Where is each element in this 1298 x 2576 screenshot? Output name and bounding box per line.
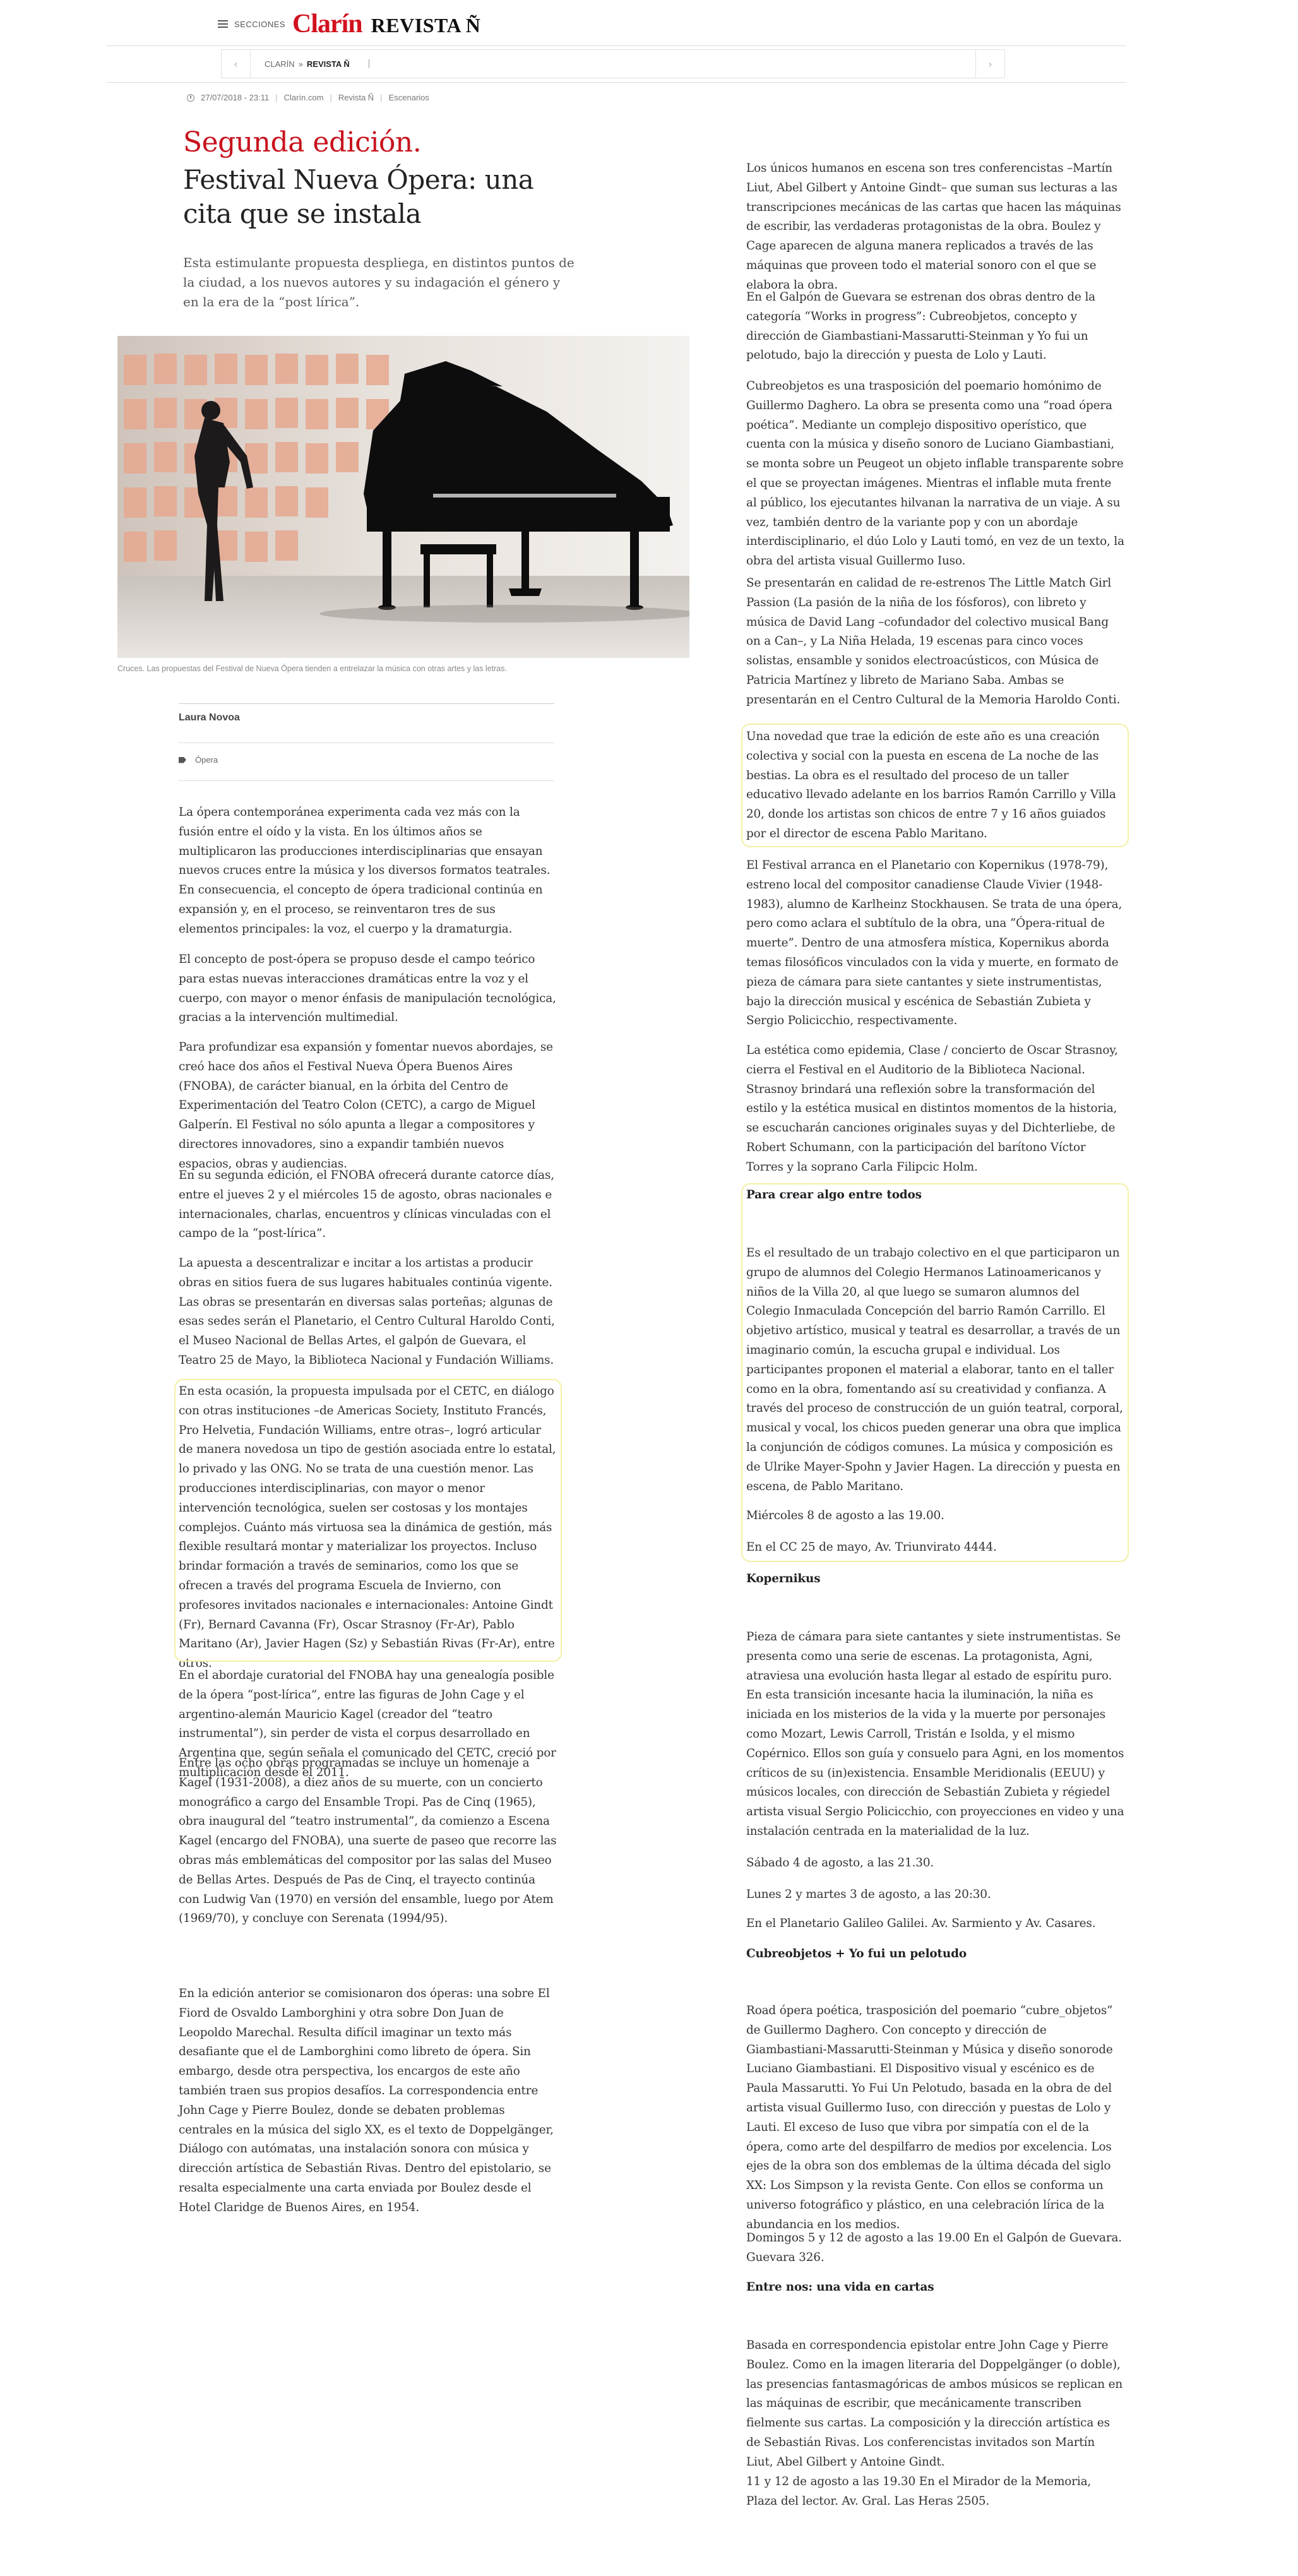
paragraph: Domingos 5 y 12 de agosto a las 19.00 En el Galpón de Guevara. Guevara 326. <box>746 2231 1122 2264</box>
subheading-text: Cubreobjetos + Yo fui un pelotudo <box>746 1947 967 1960</box>
paragraph: Miércoles 8 de agosto a las 19.00. <box>746 1509 944 1522</box>
article-photo[interactable] <box>117 336 689 658</box>
prev-arrow-icon[interactable]: ‹ <box>222 50 251 78</box>
subheading-text: Entre nos: una vida en cartas <box>746 2281 934 2294</box>
next-arrow-icon[interactable]: › <box>975 50 1004 78</box>
paragraph: Los únicos humanos en escena son tres conferencistas –Martín Liut, Abel Gilbert y Antoine Gindt– que suman sus lecturas a las transcripciones mecánicas de las cartas que hacen las máquinas de escribir, las verdaderas protagonistas de la obra. Boulez y Cage aparecen de alguna manera replicados a través de las máquinas que proveen todo el material sonoro con el que se elabora la obra. <box>746 162 1121 292</box>
site-logo[interactable] <box>292 9 480 39</box>
paragraph: En esta ocasión, la propuesta impulsada por el CETC, en diálogo con otras instituciones –de Americas Society, Instituto Francés, Pro Helvetia, Fundación Williams, entre otras–, logró articular de manera novedosa un tipo de gestión asociada entre lo estatal, lo privado y las ONG. No se trata de una cuestión menor. Las producciones interdisciplinarias, con mayor o menor intervención tecnológica, suelen ser costosas y los montajes complejos. Cuánto más virtuosa sea la dinámica de gestión, más flexible resultará montar y materializar los proyectos. Incluso brindar formación a través de seminarios, como los que se ofrecen a través del programa Escuela de Invierno, con profesores invitados nacionales e internacionales: Antoine Gindt (Fr), Bernard Cavanna (Fr), Oscar Strasnoy (Fr-Ar), Pablo Maritano (Ar), Javier Hagen (Sz) y Sebastián Rivas (Fr-Ar), entre otros. <box>179 1385 556 1671</box>
subheading <box>746 1945 1125 1964</box>
publish-date: 27/07/2018 - 23:11 <box>201 93 270 102</box>
breadcrumb-section[interactable]: REVISTA Ñ <box>306 59 350 69</box>
article-title: Festival Nueva Ópera: una cita que se instala <box>183 164 534 229</box>
paragraph: Sábado 4 de agosto, a las 21.30. <box>746 1856 934 1869</box>
logo-section: REVISTA Ñ <box>371 14 481 37</box>
hamburger-icon <box>218 20 228 28</box>
paragraph: Lunes 2 y martes 3 de agosto, a las 20:30. <box>746 1888 991 1901</box>
sections-menu-button[interactable] <box>218 16 285 32</box>
paragraph: Road ópera poética, trasposición del poemario “cubre_objetos” de Guillermo Daghero. Con concepto y dirección de Giambastiani-Massarutti-Steinman y Música y diseño sonorode Luciano Giambastiani. El Dispositivo visual y escénico es de Paula Massarutti. Yo Fui Un Pelotudo, basada en la obra de del artista visual Guillermo Iuso, con dirección y puestas de Lolo y Lauti. El exceso de Iuso que vibra por simpatía con el de la ópera, como arte del despilfarro de medios por excelencia. Los ejes de la obra son dos emblemas de la última década del siglo XX: Los Simpson y la revista Gente. Con ellos se conforma un universo fotográfico y plástico, en una celebración lírica de la abundancia en los medios. <box>746 2004 1113 2231</box>
nav-divider <box>106 82 1126 83</box>
tag-icon <box>179 757 186 763</box>
subheading-text: Para crear algo entre todos <box>746 1188 922 1202</box>
top-bar <box>0 0 1298 45</box>
clock-icon <box>187 94 194 102</box>
paragraph: En el CC 25 de mayo, Av. Triunvirato 4444. <box>746 1541 997 1554</box>
paragraph: En el abordaje curatorial del FNOBA hay una genealogía posible de la ópera “post-lírica”, entre las figuras de John Cage y el argentino-alemán Mauricio Kagel (creador del “teatro instrumental”), sin perder de vista el corpus desarrollado en Argentina que, según señala el comunicado del CETC, creció por multiplicación desde el 2011. <box>179 1669 556 1779</box>
logo-brand: Clarín <box>292 9 362 39</box>
paragraph: En la edición anterior se comisionaron dos óperas: una sobre El Fiord de Osvaldo Lamborghini y otra sobre Don Juan de Leopoldo Marechal. Resulta difícil imaginar un texto más desafiante que el de Lamborghini como libreto de ópera. Sin embargo, desde otra perspectiva, los encargos de este año también traen sus propios desafíos. La correspondencia entre John Cage y Pierre Boulez, donde se debaten problemas centrales en la música del siglo XX, es el texto de Doppelgänger, Diálogo con autómatas, una instalación sonora con música y dirección artística de Sebastián Rivas. Dentro del epistolario, se resalta especialmente una carta enviada por Boulez desde el Hotel Claridge de Buenos Aires, en 1954. <box>179 1987 554 2214</box>
subheading-text: Kopernikus <box>746 1572 821 1585</box>
breadcrumb <box>251 59 369 69</box>
byline-divider-bottom <box>179 780 554 781</box>
paragraph: La apuesta a descentralizar e incitar a los artistas a producir obras en sitios fuera de sus lugares habituales continúa vigente. Las obras se presentarán en diversas salas porteñas; algunas de esas sedes serán el Planetario, el Centro Cultural Haroldo Conti, el Museo Nacional de Bellas Artes, el galpón de Guevara, el Teatro 25 de Mayo, la Biblioteca Nacional y Fundación Williams. <box>179 1256 555 1367</box>
meta-source[interactable]: Clarín.com <box>283 93 324 102</box>
byline-divider-mid <box>179 742 554 743</box>
paragraph: Basada en correspondencia epistolar entre John Cage y Pierre Boulez. Como en la imagen literaria del Doppelgänger (o doble), las presencias fantasmagóricas de ambos músicos se replican en las máquinas de escribir, que mecánicamente transcriben fielmente sus cartas. La composición y la dirección artística es de Sebastián Rivas. Los conferencistas invitados son Martín Liut, Abel Gilbert y Antoine Gindt. <box>746 2339 1123 2469</box>
paragraph: En su segunda edición, el FNOBA ofrecerá durante catorce días, entre el jueves 2 y el miércoles 15 de agosto, obras nacionales e internacionales, charlas, encuentros y clínicas vinculadas con el campo de la “post-lírica”. <box>179 1169 554 1241</box>
paragraph: 11 y 12 de agosto a las 19.30 En el Mirador de la Memoria, Plaza del lector. Av. Gral. Las Heras 2505. <box>746 2475 1092 2508</box>
article-meta: 27/07/2018 - 23:11 | Clarín.com | Revista Ñ | Escenarios <box>187 93 429 102</box>
tag-label: Ópera <box>195 755 218 765</box>
byline-divider-top <box>179 703 554 704</box>
author-name[interactable]: Laura Novoa <box>179 712 240 723</box>
header-divider <box>106 45 1126 46</box>
sections-menu-label: SECCIONES <box>234 19 286 29</box>
article-summary: Esta estimulante propuesta despliega, en distintos puntos de la ciudad, a los nuevos autores y su indagación el género y en la era de la “post lírica”. <box>183 255 575 309</box>
breadcrumb-bar <box>221 49 1005 78</box>
piano-scene-image <box>117 336 689 658</box>
paragraph: Entre las ocho obras programadas se incluye un homenaje a Kagel (1931-2008), a diez años de su muerte, con un concierto monográfico a cargo del Ensamble Tropi. Pas de Cinq (1965), obra inaugural del “teatro instrumental”, da comienzo a Escena Kagel (encargo del FNOBA), una suerte de paseo que recorre las obras más emblemáticas del compositor por las salas del Museo de Bellas Artes. Después de Pas de Cinq, el trayecto continúa con Ludwig Van (1970) en versión del ensamble, luego por Atem (1969/70), y concluye con Serenata (1994/95). <box>179 1756 557 1926</box>
breadcrumb-separator: » <box>298 59 303 69</box>
paragraph: Una novedad que trae la edición de este año es una creación colectiva y social con la puesta en escena de La noche de las bestias. La obra es el resultado del proceso de un taller educativo llevado adelante en los barrios Ramón Carrillo y Villa 20, donde los artistas son chicos de entre 7 y 16 años guiados por el director de escena Pablo Maritano. <box>746 730 1116 840</box>
meta-section[interactable]: Revista Ñ <box>338 93 374 102</box>
paragraph: Se presentarán en calidad de re-estrenos The Little Match Girl Passion (La pasión de la niña de los fósforos), con libreto y música de David Lang –cofundador del colectivo musical Bang on a Can–, y La Niña Helada, 19 escenas para cinco voces solistas, ensamble y sonidos electroacústicos, con Música de Patricia Martínez y libreto de Mariano Saba. Ambas se presentarán en el Centro Cultural de la Memoria Haroldo Conti. <box>746 576 1121 707</box>
subheading <box>746 1570 1125 1589</box>
subheading <box>746 2278 1125 2298</box>
paragraph: En el Planetario Galileo Galilei. Av. Sarmiento y Av. Casares. <box>746 1917 1096 1930</box>
breadcrumb-site[interactable]: CLARÍN <box>265 59 295 69</box>
paragraph: El Festival arranca en el Planetario con Kopernikus (1978-79), estreno local del compositor canadiense Claude Vivier (1948-1983), alumno de Karlheinz Stockhausen. Se trata de una ópera, pero como aclara el subtítulo de la obra, una “Ópera-ritual de muerte”. Dentro de una atmosfera mística, Kopernikus aborda temas filosóficos vinculados con la vida y muerte, en formato de pieza de cámara para siete cantantes y siete instrumentistas, bajo la dirección musical y escénica de Sebastián Zubieta y Sergio Policicchio, respectivamente. <box>746 859 1122 1028</box>
paragraph: El concepto de post-ópera se propuso desde el campo teórico para estas nuevas interacciones dramáticas entre la voz y el cuerpo, con mayor o menor énfasis de manipulación tecnológica, gracias a la intervención multimedial. <box>179 953 556 1025</box>
paragraph: En el Galpón de Guevara se estrenan dos obras dentro de la categoría “Works in progress”: Cubreobjetos, concepto y dirección de Giambastiani-Massarutti-Steinman y Yo fui un pelotudo, bajo la dirección y puesta de Lolo y Lauti. <box>746 290 1095 362</box>
subheading <box>746 1186 1125 1205</box>
paragraph: Para profundizar esa expansión y fomentar nuevos abordajes, se creó hace dos años el Festival Nueva Ópera Buenos Aires (FNOBA), de carácter bianual, en la órbita del Centro de Experimentación del Teatro Colon (CETC), a cargo de Miguel Galperín. El Festival no sólo apunta a llegar a compositores y directores innovadores, sino a expandir también nuevos espacios, obras y audiencias. <box>179 1041 553 1171</box>
article-kicker: Segunda edición. <box>183 126 422 158</box>
paragraph: Es el resultado de un trabajo colectivo en el que participaron un grupo de alumnos del Colegio Hermanos Latinoamericanos y niños de la Villa 20, al que luego se sumaron alumnos del Colegio Inmaculada Concepción del barrio Ramón Carrillo. El objetivo artístico, musical y teatral es desarrollar, a través de un imaginario común, la escucha grupal e individual. Los participantes proponen el material a elaborar, tanto en el taller como en la obra, fomentando así su creatividad y confianza. A través del proceso de construcción de un guión teatral, corporal, musical y vocal, los chicos pueden generar una obra que implica la conjunción de códigos comunes. La música y composición es de Ulrike Mayer-Spohn y Javier Hagen. La dirección y puesta en escena, de Pablo Maritano. <box>746 1246 1123 1493</box>
meta-subsection[interactable]: Escenarios <box>388 93 429 102</box>
photo-caption: Cruces. Las propuestas del Festival de Nueva Ópera tienden a entrelazar la música con otras artes y las letras. <box>117 664 507 673</box>
paragraph: La ópera contemporánea experimenta cada vez más con la fusión entre el oído y la vista. En los últimos años se multiplicaron las producciones interdisciplinarias que ensayan nuevos cruces entre la música y los diversos formatos teatrales. En consecuencia, el concepto de ópera tradicional continúa en expansión y, en el proceso, se reinventaron tres de sus elementos principales: la voz, el cuerpo y la dramaturgia. <box>179 806 551 936</box>
paragraph: La estética como epidemia, Clase / concierto de Oscar Strasnoy, cierra el Festival en el Auditorio de la Biblioteca Nacional. Strasnoy brindará una reflexión sobre la transformación del estilo y la estética musical en distintos momentos de la historia, se escucharán canciones originales suyas y del Dichterliebe, de Robert Schumann, con la participación del barítono Víctor Torres y la soprano Carla Filipcic Holm. <box>746 1044 1118 1174</box>
article-tag[interactable] <box>179 755 218 765</box>
paragraph: Cubreobjetos es una trasposición del poemario homónimo de Guillermo Daghero. La obra se presenta como una “road ópera poética”. Mediante un complejo dispositivo operístico, que cuenta con la música y diseño sonoro de Luciano Giambastiani, se monta sobre un Peugeot un objeto inflable transparente sobre el que se proyectan imágenes. Mientras el inflable muta frente al público, los ejecutantes hilvanan la narrativa de un viaje. A su vez, también dentro de la variante pop y con un abordaje interdisciplinario, el dúo Lolo y Lauti tomó, en vez de un texto, la obra del artista visual Guillermo Iuso. <box>746 379 1124 568</box>
paragraph: Pieza de cámara para siete cantantes y siete instrumentistas. Se presenta como una serie de escenas. La protagonista, Agni, atraviesa una evolución hasta llegar al estado de espíritu puro. En esta transición incesante hacia la iluminación, la niña es iniciada en los misterios de la vida y la muerte por personajes como Mozart, Lewis Carroll, Tristán e Isolda, y el mismo Copérnico. Ellos son guía y consuelo para Agni, en los momentos críticos de su (in)existencia. Ensamble Meridionalis (EEUU) y músicos locales, con dirección de Sebastián Zubieta y régiedel artista visual Sergio Policicchio, con proyecciones en video y una instalación centrada en la materialidad de la luz. <box>746 1630 1124 1838</box>
